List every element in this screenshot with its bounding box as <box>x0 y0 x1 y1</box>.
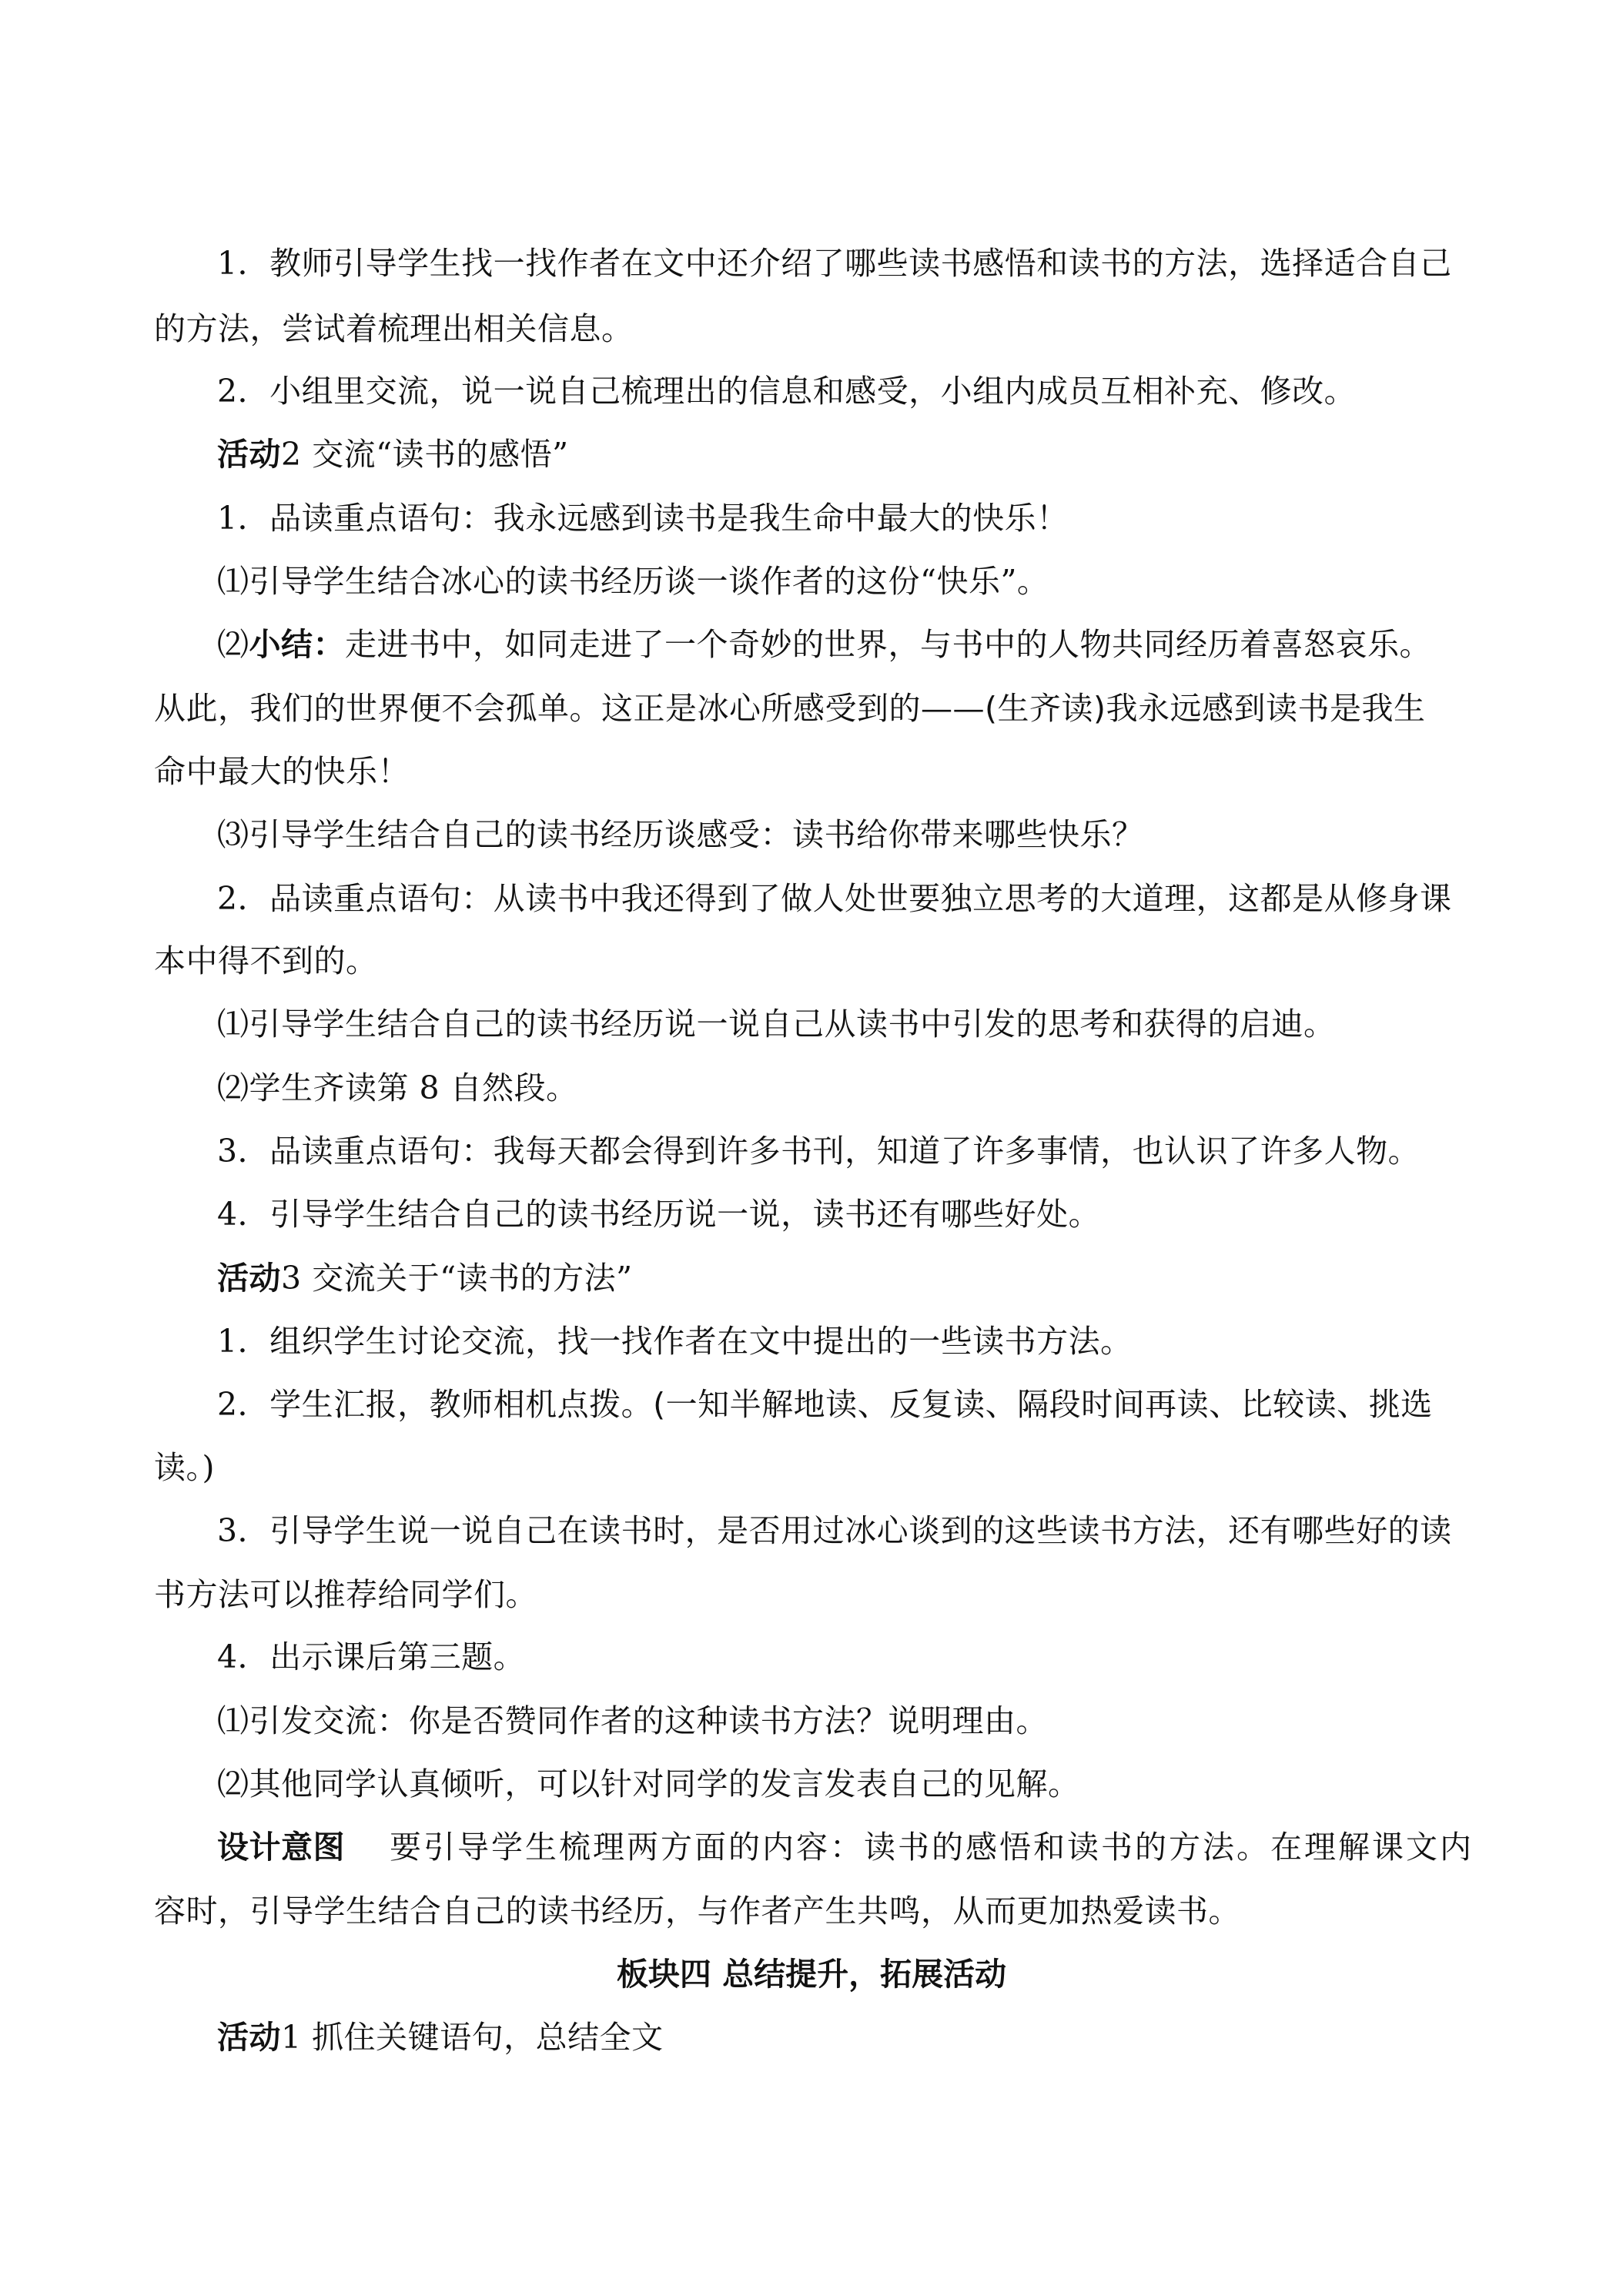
paragraph-line: 1．组织学生讨论交流，找一找作者在文中提出的一些读书方法。 <box>217 1323 1133 1360</box>
section-heading: 板块四 总结提升，拓展活动 <box>616 1956 1007 1993</box>
design-intent <box>217 1829 1532 1866</box>
paragraph-line <box>154 690 1469 727</box>
design-intent-text: 要引导学生梳理两方面的内容：读书的感悟和读书的方法。在理解课文内 <box>390 1829 1474 1866</box>
activity-title: 2 交流“读书的感悟” <box>281 436 569 473</box>
activity-heading <box>217 436 1532 473</box>
list-marker: ⑵ <box>217 626 249 663</box>
paragraph-line: ⑴引导学生结合冰心的读书经历谈一谈作者的这份“快乐”。 <box>217 563 1049 600</box>
paragraph-line: 书方法可以推荐给同学们。 <box>154 1576 537 1613</box>
paragraph-line: 的方法，尝试着梳理出相关信息。 <box>154 310 634 347</box>
paragraph-line: ⑴引发交流：你是否赞同作者的这种读书方法？说明理由。 <box>217 1702 1048 1739</box>
paragraph-line: ⑵学生齐读第 8 自然段。 <box>217 1069 578 1106</box>
activity-title: 1 抓住关键语句，总结全文 <box>281 2019 664 2056</box>
paragraph-line: 2．品读重点语句：从读书中我还得到了做人处世要独立思考的大道理，这都是从修身课 <box>217 880 1452 917</box>
design-intent-continued: 容时，引导学生结合自己的读书经历，与作者产生共鸣，从而更加热爱读书。 <box>154 1893 1240 1930</box>
text-segment: 从此，我们的世界便不会孤单。这正是冰心所感受到的—— <box>154 690 985 727</box>
paragraph-line: 4．出示课后第三题。 <box>217 1638 526 1675</box>
paragraph-line: 2．小组里交流，说一说自己梳理出的信息和感受，小组内成员互相补充、修改。 <box>217 373 1357 410</box>
paragraph-line: 1．品读重点语句：我永远感到读书是我生命中最大的快乐！ <box>217 500 1069 537</box>
activity-label: 活动 <box>217 2019 281 2056</box>
paragraph-line: 3．品读重点语句：我每天都会得到许多书刊，知道了许多事情，也认识了许多人物。 <box>217 1133 1421 1170</box>
paragraph-line: 读。) <box>154 1449 215 1486</box>
activity-heading <box>217 2019 1532 2056</box>
text-segment: 我永远感到读书是我生 <box>1106 690 1426 727</box>
design-intent-label: 设计意图 <box>217 1829 345 1866</box>
activity-label: 活动 <box>217 1260 281 1297</box>
activity-heading <box>217 1260 1532 1297</box>
paragraph-line: 本中得不到的。 <box>154 942 378 979</box>
paragraph-line: 4．引导学生结合自己的读书经历说一说，读书还有哪些好处。 <box>217 1196 1101 1233</box>
paragraph-line: ⑵其他同学认真倾听，可以针对同学的发言发表自己的见解。 <box>217 1766 1080 1802</box>
paragraph-line: 3．引导学生说一说自己在读书时，是否用过冰心谈到的这些读书方法，还有哪些好的读 <box>217 1512 1452 1549</box>
paragraph-line: ⑶引导学生结合自己的读书经历谈感受：读书给你带来哪些快乐？ <box>217 816 1144 853</box>
summary-line <box>217 626 1532 663</box>
note-segment: (生齐读) <box>985 690 1106 727</box>
paragraph-line: 命中最大的快乐！ <box>154 753 410 790</box>
summary-text: 走进书中，如同走进了一个奇妙的世界，与书中的人物共同经历着喜怒哀乐。 <box>345 626 1431 663</box>
paragraph-line: 1．教师引导学生找一找作者在文中还介绍了哪些读书感悟和读书的方法，选择适合自己 <box>217 245 1452 282</box>
summary-label: 小结： <box>249 626 345 663</box>
note-segment: (一知半解地读、反复读、隔段时间再读、比较读、挑选 <box>653 1386 1433 1423</box>
activity-label: 活动 <box>217 436 281 473</box>
activity-title: 3 交流关于“读书的方法” <box>281 1260 633 1297</box>
paragraph-line <box>217 1386 1532 1423</box>
paragraph-line: ⑴引导学生结合自己的读书经历说一说自己从读书中引发的思考和获得的启迪。 <box>217 1006 1336 1043</box>
text-segment: 2．学生汇报，教师相机点拨。 <box>217 1386 654 1423</box>
